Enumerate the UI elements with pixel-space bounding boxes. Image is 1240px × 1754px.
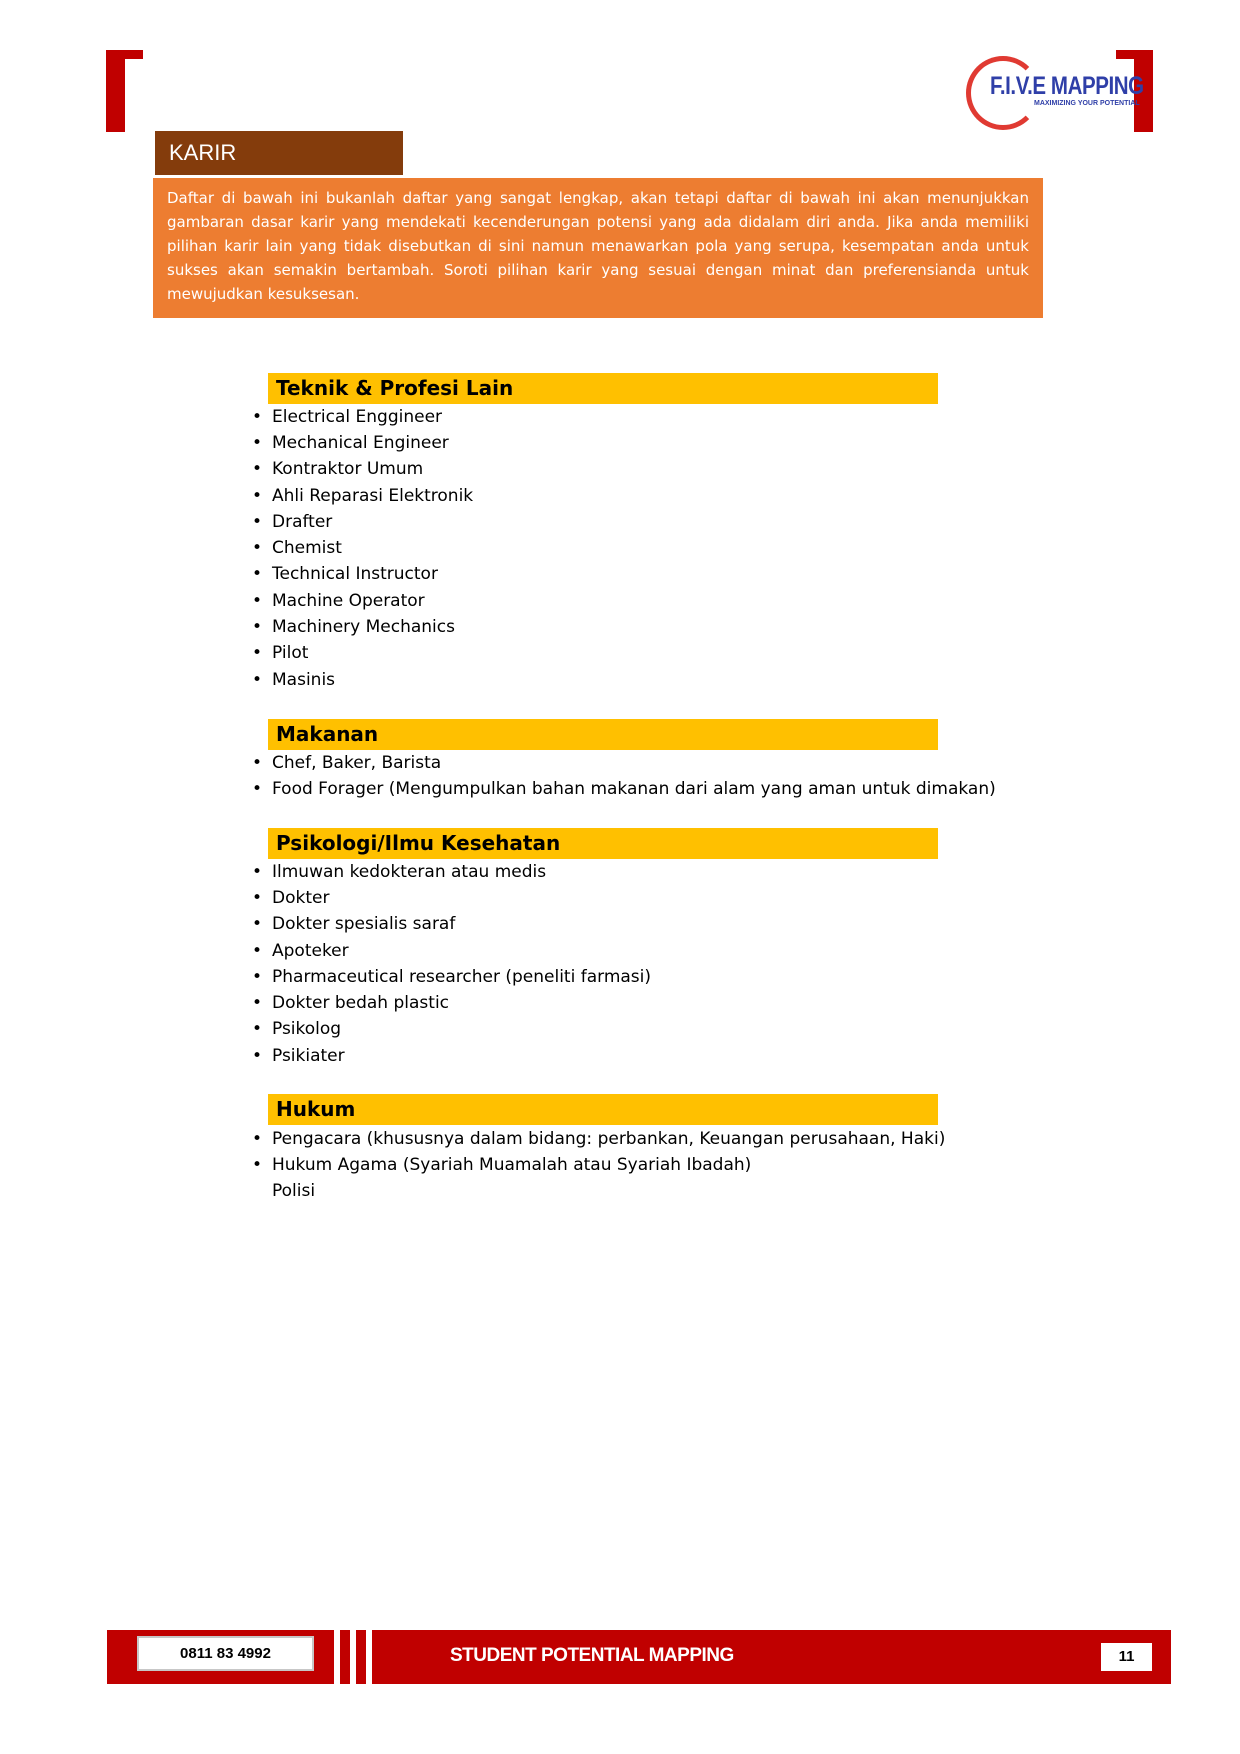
intro-paragraph: Daftar di bawah ini bukanlah daftar yang sangat lengkap, akan tetapi daftar di bawah ini akan menunjukkan gambaran dasar karir yang mendekati kecenderungan potensi yang ada didalam diri anda. Jika anda memiliki pilihan karir lain yang tidak disebutkan di sini namun menawarkan pola yang serupa, kesempatan anda untuk sukses akan semakin bertambah. Soroti pilihan karir yang sesuai dengan minat dan preferensianda untuk mewujudkan kesuksesan. — [153, 178, 1043, 318]
section-heading-hukum: Hukum — [268, 1094, 938, 1125]
list-item: • Psikolog — [252, 1019, 342, 1039]
section-heading-makanan: Makanan — [268, 719, 938, 750]
logo-name: F.I.V.E MAPPING — [990, 72, 1144, 100]
list-item: • Ilmuwan kedokteran atau medis — [252, 862, 547, 882]
list-item: • Ahli Reparasi Elektronik — [252, 486, 474, 506]
page-number: 11 — [1101, 1643, 1152, 1671]
list-item: • Electrical Enggineer — [252, 407, 443, 427]
page-title: KARIR — [155, 131, 403, 175]
footer-stripe — [366, 1630, 372, 1684]
list-item: • Masinis — [252, 670, 336, 690]
list-item: • Psikiater — [252, 1046, 345, 1066]
list-item: • Chemist — [252, 538, 342, 558]
footer-title: STUDENT POTENTIAL MAPPING — [450, 1645, 734, 1666]
list-item: • Mechanical Engineer — [252, 433, 449, 453]
list-item: • Chef, Baker, Barista — [252, 753, 442, 773]
list-item: • Machine Operator — [252, 591, 425, 611]
list-item: • Pharmaceutical researcher (peneliti farmasi) — [252, 967, 652, 987]
list-item: • Pilot — [252, 643, 309, 663]
footer-phone: 0811 83 4992 — [137, 1636, 314, 1671]
list-item: • Hukum Agama (Syariah Muamalah atau Syariah Ibadah) — [252, 1155, 752, 1175]
list-item: • Pengacara (khususnya dalam bidang: perbankan, Keuangan perusahaan, Haki) — [252, 1129, 946, 1149]
list-item-plain: Polisi — [272, 1181, 316, 1201]
list-item: • Drafter — [252, 512, 333, 532]
list-item: • Technical Instructor — [252, 564, 438, 584]
section-heading-teknik: Teknik & Profesi Lain — [268, 373, 938, 404]
list-item: • Dokter bedah plastic — [252, 993, 450, 1013]
logo-tagline: MAXIMIZING YOUR POTENTIAL — [1034, 100, 1140, 107]
list-item: • Dokter spesialis saraf — [252, 914, 456, 934]
list-item: • Kontraktor Umum — [252, 459, 424, 479]
list-item: • Apoteker — [252, 941, 349, 961]
list-item: • Dokter — [252, 888, 330, 908]
list-item: • Machinery Mechanics — [252, 617, 455, 637]
footer-stripe — [334, 1630, 340, 1684]
list-item: • Food Forager (Mengumpulkan bahan makanan dari alam yang aman untuk dimakan) — [252, 779, 996, 799]
footer-stripe — [350, 1630, 356, 1684]
section-heading-psikologi: Psikologi/Ilmu Kesehatan — [268, 828, 938, 859]
